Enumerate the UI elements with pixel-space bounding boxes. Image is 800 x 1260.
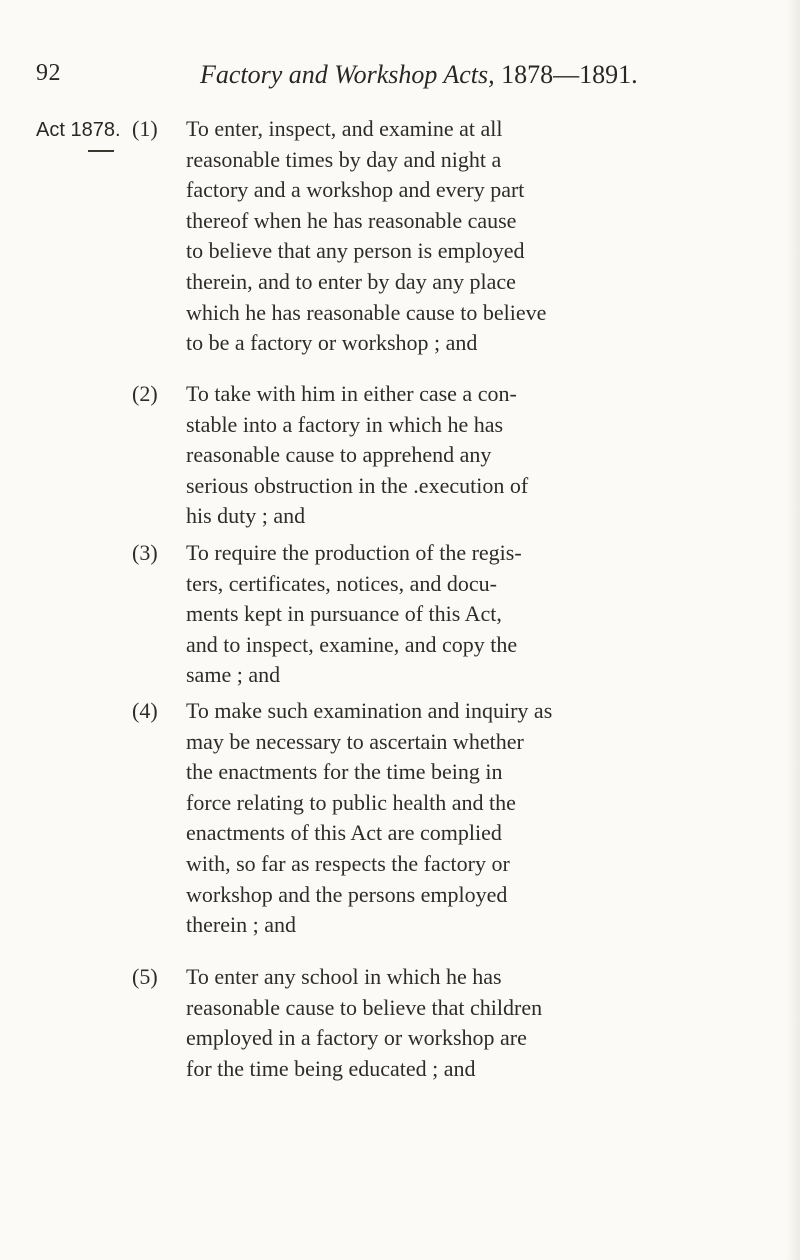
clause-number: (3): [132, 540, 158, 565]
clause-number: (1): [132, 116, 158, 141]
clause-line: factory and a workshop and every part: [186, 177, 525, 203]
clause-line: reasonable cause to believe that children: [186, 994, 543, 1020]
running-head: [200, 60, 638, 90]
running-head-years: 1878—1891.: [501, 60, 638, 89]
clause-line: the enactments for the time being in: [186, 759, 503, 785]
clause-line: therein ; and: [186, 912, 296, 938]
clause-line: [132, 379, 746, 410]
clause-number: (2): [132, 381, 158, 406]
clause-2: [132, 379, 746, 532]
clause-5: [132, 962, 746, 1084]
clause-line: employed in a factory or workshop are: [186, 1025, 527, 1051]
clause-text: To take with him in either case a con-: [186, 381, 517, 406]
clause-line: workshop and the persons employed: [186, 881, 508, 907]
clause-line: enactments of this Act are complied: [186, 820, 502, 846]
page-number: 92: [36, 60, 61, 86]
clause-line: serious obstruction in the .execution of: [186, 472, 529, 498]
clause-text: To enter, inspect, and examine at all: [186, 116, 503, 141]
clause-line: ters, certificates, notices, and docu-: [186, 570, 497, 596]
clause-number: (4): [132, 698, 158, 723]
clause-line: [132, 114, 746, 145]
clause-line: [132, 962, 746, 993]
running-head-title: Factory and Workshop Acts,: [200, 60, 495, 89]
clause-line: for the time being educated ; and: [186, 1055, 476, 1081]
clause-4: [132, 696, 746, 941]
clause-line: [132, 696, 746, 727]
clause-line: which he has reasonable cause to believe: [186, 299, 547, 325]
margin-note: Act 1878.: [36, 119, 121, 141]
clause-line: reasonable times by day and night a: [186, 146, 502, 172]
clause-line: his duty ; and: [186, 503, 306, 529]
clause-text: To enter any school in which he has: [186, 964, 502, 989]
clause-line: to be a factory or workshop ; and: [186, 330, 478, 356]
clause-line: stable into a factory in which he has: [186, 411, 504, 437]
clause-line: may be necessary to ascertain whether: [186, 728, 524, 754]
clause-line: reasonable cause to apprehend any: [186, 442, 492, 468]
clause-number: (5): [132, 964, 158, 989]
clause-1: [132, 114, 746, 359]
clause-line: [132, 538, 746, 569]
clause-line: thereof when he has reasonable cause: [186, 207, 517, 233]
clause-line: with, so far as respects the factory or: [186, 850, 510, 876]
clause-line: same ; and: [186, 662, 281, 688]
clause-line: therein, and to enter by day any place: [186, 268, 516, 294]
clause-text: To make such examination and inquiry as: [186, 698, 553, 723]
clause-line: to believe that any person is employed: [186, 238, 525, 264]
clause-line: and to inspect, examine, and copy the: [186, 631, 518, 657]
clause-line: force relating to public health and the: [186, 789, 516, 815]
page-edge-shadow: [786, 0, 800, 1260]
clause-3: [132, 538, 746, 691]
clause-text: To require the production of the regis-: [186, 540, 522, 565]
clause-line: ments kept in pursuance of this Act,: [186, 601, 502, 627]
margin-note-underline: [88, 150, 114, 152]
